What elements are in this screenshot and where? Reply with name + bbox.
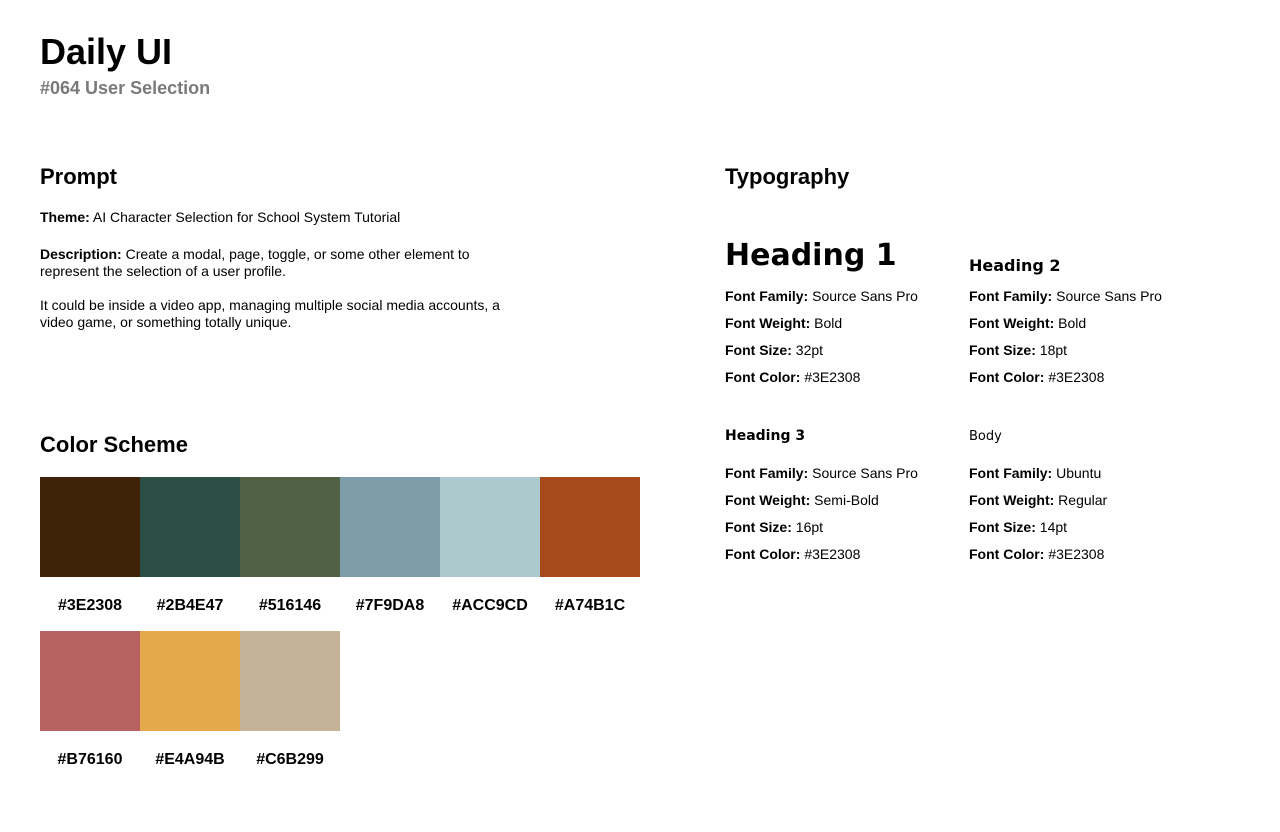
swatch-item [40,631,140,770]
spec-label: Font Size: [725,342,792,358]
spec-color [969,369,1162,396]
swatch-hex: #C6B299 [256,751,324,768]
spec-family [725,465,918,492]
spec-color [969,546,1107,573]
swatch-hex: #E4A94B [155,751,225,768]
spec-size [725,342,918,369]
spec-label: Font Size: [969,519,1036,535]
theme-line [40,209,510,226]
type-sample-heading-1: Heading 1 [725,238,897,273]
swatch-hex: #ACC9CD [452,597,528,614]
swatch-item [140,631,240,770]
spec-value: Semi-Bold [814,492,879,508]
spec-weight [725,315,918,342]
spec-family [969,288,1162,315]
spec-value: Ubuntu [1056,465,1102,481]
spec-label: Font Family: [725,288,809,304]
swatch-hex: #3E2308 [57,597,123,614]
spec-value: 14pt [1039,519,1068,535]
swatch-item [40,477,140,616]
spec-label: Font Weight: [969,315,1055,331]
swatch-hex: #2B4E47 [156,597,224,614]
type-card-heading-2 [969,256,1162,396]
spec-value: Source Sans Pro [812,465,918,481]
spec-value: #3E2308 [804,546,861,562]
spec-label: Font Color: [725,369,801,385]
swatch-item [340,477,440,616]
description-value: Create a modal, page, toggle, or some other element to represent the selection of a user profile. [40,246,470,279]
color-swatch [540,477,640,577]
prompt-extra: It could be inside a video app, managing multiple social media accounts, a video game, or something totally unique. [40,297,500,330]
type-spec-list [969,288,1162,396]
spec-label: Font Family: [969,288,1053,304]
theme-label: Theme: [40,209,90,225]
spec-family [725,288,918,315]
spec-label: Font Color: [725,546,801,562]
theme-value: AI Character Selection for School System Tutorial [92,209,401,225]
description-label: Description: [40,246,122,262]
color-swatch [240,477,340,577]
spec-value: Bold [814,315,843,331]
spec-label: Font Weight: [969,492,1055,508]
spec-color [725,369,918,396]
page-subtitle: #064 User Selection [40,78,211,98]
swatch-item [540,477,640,616]
spec-value: Bold [1058,315,1087,331]
color-swatch [40,477,140,577]
description-line [40,246,510,280]
color-swatch [340,477,440,577]
spec-value: Regular [1058,492,1108,508]
color-swatch [240,631,340,731]
swatch-item [240,631,340,770]
type-spec-list [725,465,918,573]
spec-value: 16pt [795,519,824,535]
page-title: Daily UI [40,31,173,72]
spec-value: #3E2308 [1048,546,1105,562]
swatch-item [440,477,540,616]
color-swatch [140,631,240,731]
spec-family [969,465,1107,492]
color-swatch [440,477,540,577]
swatch-hex: #A74B1C [554,597,626,614]
swatch-row-2 [40,631,340,770]
spec-value: 18pt [1039,342,1068,358]
prompt-heading: Prompt [40,164,117,189]
spec-label: Font Size: [969,342,1036,358]
spec-value: #3E2308 [804,369,861,385]
spec-label: Font Weight: [725,492,811,508]
swatch-hex: #7F9DA8 [355,597,425,614]
spec-weight [725,492,918,519]
swatch-hex: #516146 [258,597,322,614]
spec-size [725,519,918,546]
swatch-item [140,477,240,616]
spec-label: Font Size: [725,519,792,535]
spec-weight [969,492,1107,519]
swatch-item [240,477,340,616]
swatch-hex: #B76160 [57,751,123,768]
spec-value: Source Sans Pro [812,288,918,304]
type-spec-list [969,465,1107,573]
spec-color [725,546,918,573]
type-card-heading-3 [725,427,918,573]
color-swatch [140,477,240,577]
spec-value: #3E2308 [1048,369,1105,385]
color-swatch [40,631,140,731]
type-sample-heading-2: Heading 2 [969,256,1061,275]
type-sample-heading-3: Heading 3 [725,428,806,444]
spec-size [969,342,1162,369]
spec-label: Font Color: [969,369,1045,385]
spec-label: Font Color: [969,546,1045,562]
spec-label: Font Family: [969,465,1053,481]
spec-label: Font Weight: [725,315,811,331]
spec-weight [969,315,1162,342]
prompt-block [40,209,510,351]
type-card-heading-1 [725,238,918,396]
swatch-row-1 [40,477,640,616]
typography-heading: Typography [725,164,850,189]
spec-label: Font Family: [725,465,809,481]
type-card-body [969,428,1107,573]
spec-size [969,519,1107,546]
spec-value: Source Sans Pro [1056,288,1162,304]
type-sample-body: Body [969,429,1002,444]
type-spec-list [725,288,918,396]
color-scheme-heading: Color Scheme [40,432,188,457]
spec-value: 32pt [795,342,824,358]
